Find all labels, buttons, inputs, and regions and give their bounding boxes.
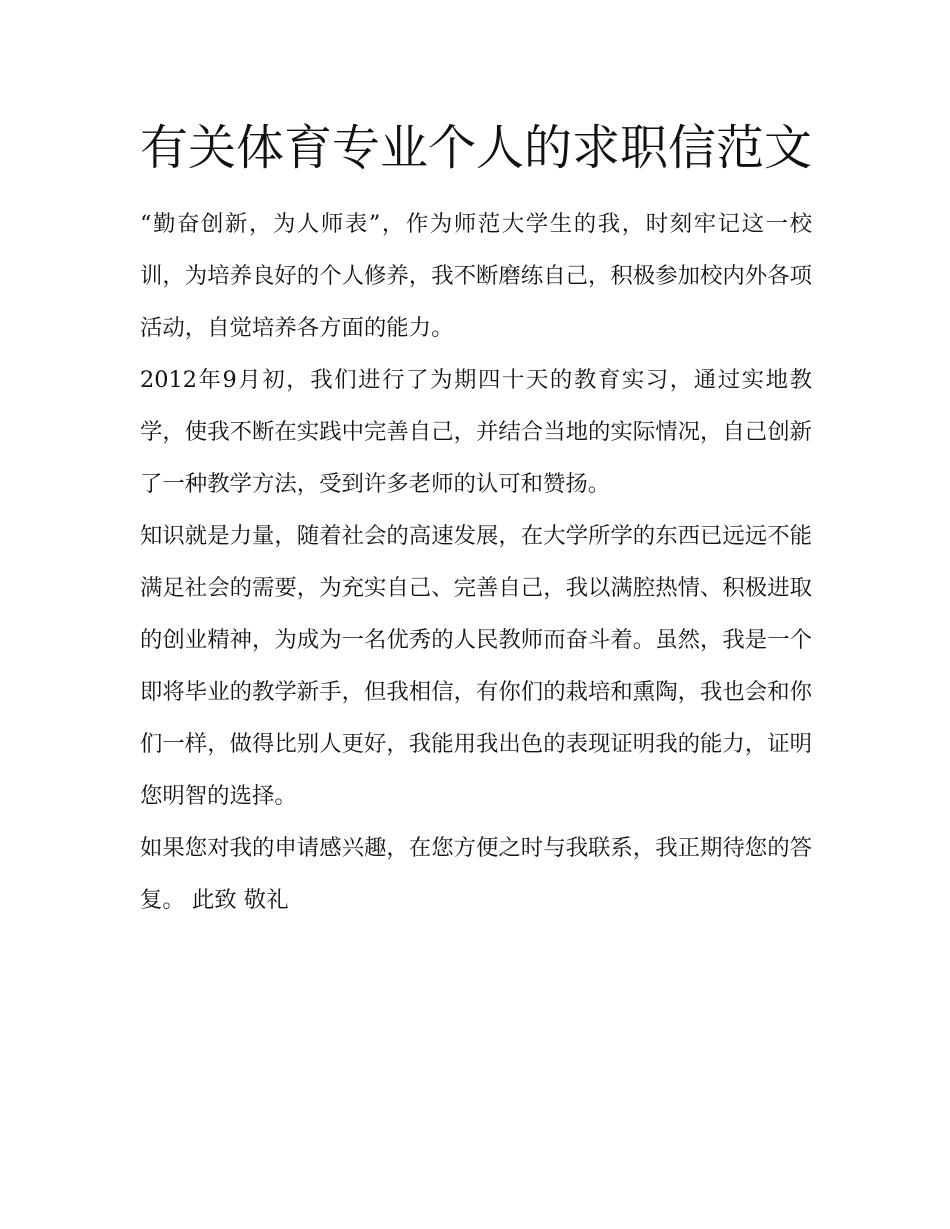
paragraph-closing: 如果您对我的申请感兴趣，在您方便之时与我联系，我正期待您的答复。 此致 敬礼: [140, 835, 812, 913]
document-title: 有关体育专业个人的求职信范文: [140, 120, 813, 176]
paragraph-teaching-practice: 2012年9月初，我们进行了为期四十天的教育实习，通过实地教学，使我不断在实践中完善自己，并结合当地的实际情况，自己创新了一种教学方法，受到许多老师的认可和赞扬。: [140, 367, 812, 497]
document-body: [140, 110, 812, 926]
paragraph-aspiration: 知识就是力量，随着社会的高速发展，在大学所学的东西已远远不能满足社会的需要，为充实自己、完善自己，我以满腔热情、积极进取的创业精神，为成为一名优秀的人民教师而奋斗着。虽然，我是一个即将毕业的教学新手，但我相信，有你们的栽培和熏陶，我也会和你们一样，做得比别人更好，我能用我出色的表现证明我的能力，证明您明智的选择。: [140, 523, 812, 809]
paragraph-self-introduction: “勤奋创新，为人师表”，作为师范大学生的我，时刻牢记这一校训，为培养良好的个人修养，我不断磨练自己，积极参加校内外各项活动，自觉培养各方面的能力。: [140, 211, 812, 341]
